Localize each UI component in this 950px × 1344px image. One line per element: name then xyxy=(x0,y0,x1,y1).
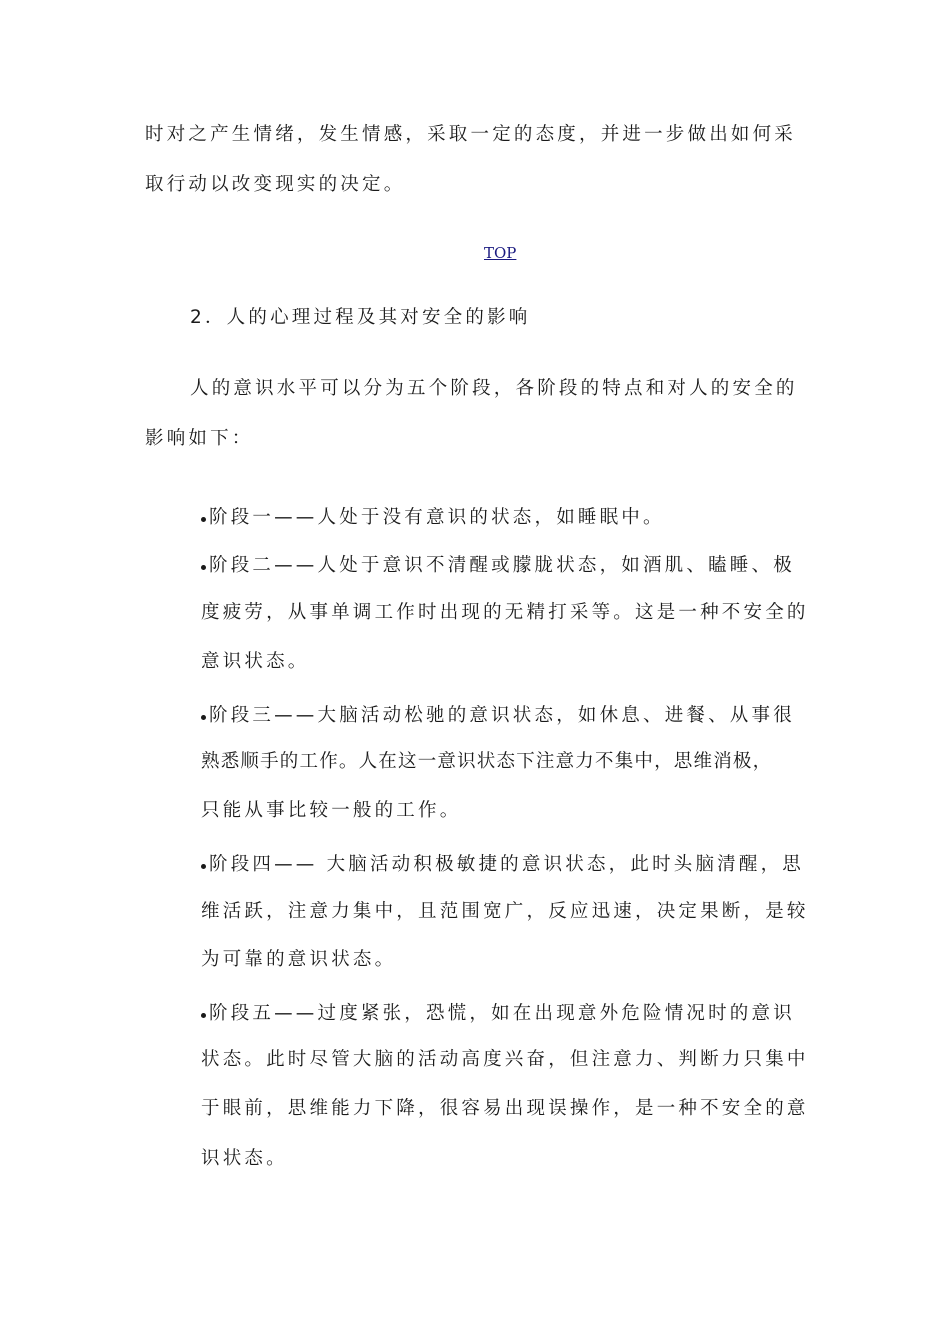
bullet-icon xyxy=(201,864,206,869)
stage-5-line-2: 状态。此时尽管大脑的活动高度兴奋，但注意力、判断力只集中 xyxy=(201,1049,809,1070)
stage-3-line-1: 阶段三——大脑活动松驰的意识状态，如休息、进餐、从事很 xyxy=(201,703,795,729)
stage-5-line-3: 于眼前，思维能力下降，很容易出现误操作，是一种不安全的意 xyxy=(201,1098,809,1119)
stage-4-line-1: 阶段四—— 大脑活动积极敏捷的意识状态，此时头脑清醒，思 xyxy=(201,852,804,878)
intro-line-1: 时对之产生情绪，发生情感，采取一定的态度，并进一步做出如何采 xyxy=(145,124,797,145)
bullet-icon xyxy=(201,517,206,522)
stage-5-line-1: 阶段五——过度紧张，恐慌，如在出现意外危险情况时的意识 xyxy=(201,1001,795,1027)
section-para-line-2: 影响如下： xyxy=(145,428,254,449)
stage-3-line-3: 只能从事比较一般的工作。 xyxy=(201,800,462,821)
bullet-icon xyxy=(201,715,206,720)
stage-2-line-2: 度疲劳，从事单调工作时出现的无精打采等。这是一种不安全的 xyxy=(201,602,809,623)
stage-2-line-1: 阶段二——人处于意识不清醒或朦胧状态，如酒肌、瞌睡、极 xyxy=(201,553,795,579)
stage-1-line-1: 阶段一——人处于没有意识的状态，如睡眠中。 xyxy=(201,505,665,531)
bullet-icon xyxy=(201,1013,206,1018)
section-heading: 2．人的心理过程及其对安全的影响 xyxy=(190,307,531,328)
top-link[interactable]: TOP xyxy=(484,244,517,262)
stage-2-line-3: 意识状态。 xyxy=(201,651,310,672)
stage-5-line-4: 识状态。 xyxy=(201,1148,288,1169)
stage-3-line-2: 熟悉顺手的工作。人在这一意识状态下注意力不集中，思维消极， xyxy=(201,751,773,772)
intro-line-2: 取行动以改变现实的决定。 xyxy=(145,174,406,195)
section-para-line-1: 人的意识水平可以分为五个阶段，各阶段的特点和对人的安全的 xyxy=(190,378,798,399)
bullet-icon xyxy=(201,565,206,570)
stage-4-line-3: 为可靠的意识状态。 xyxy=(201,949,397,970)
stage-4-line-2: 维活跃，注意力集中，且范围宽广，反应迅速，决定果断，是较 xyxy=(201,901,809,922)
